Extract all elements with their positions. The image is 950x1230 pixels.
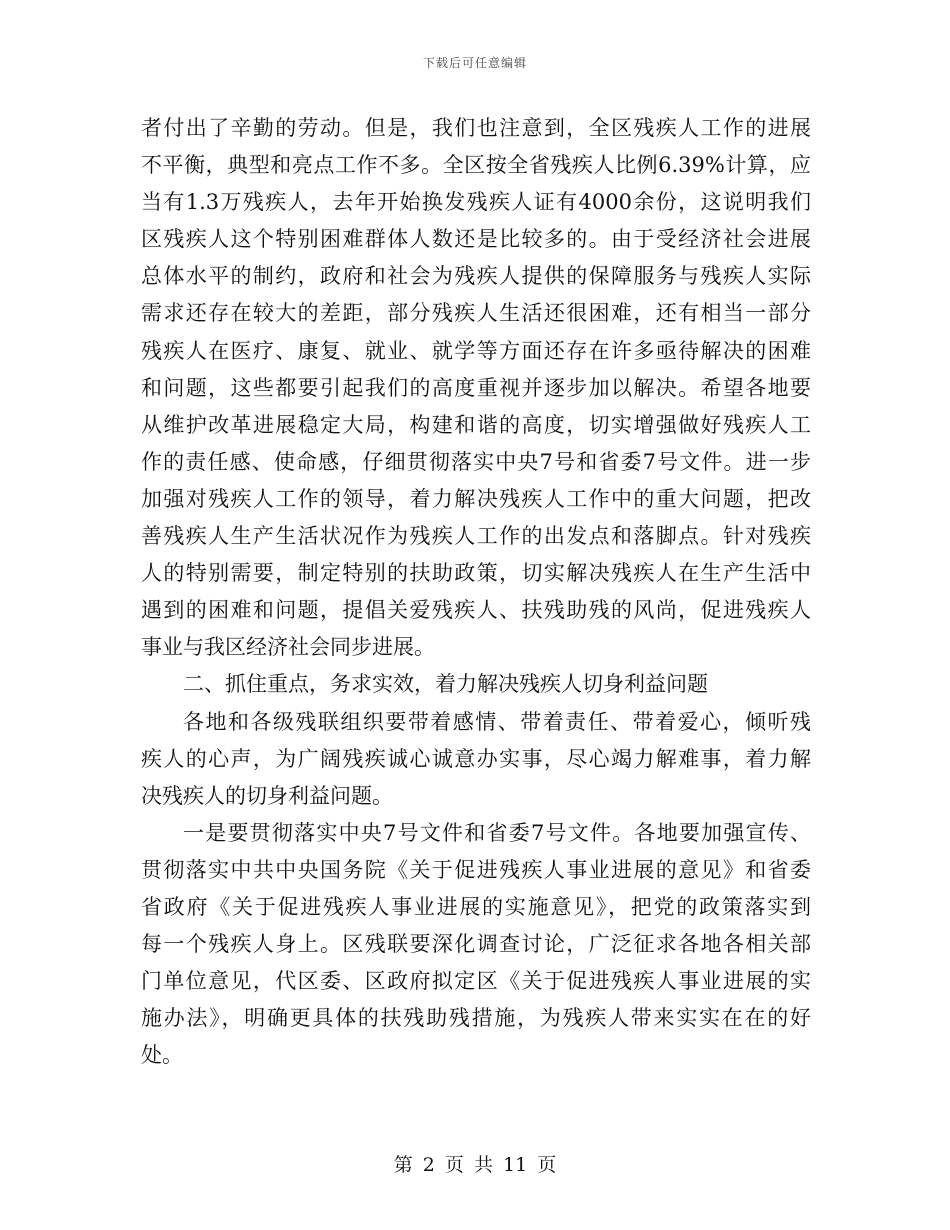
text-line: 加强对残疾人工作的领导，着力解决残疾人工作中的重大问题，把改 <box>141 486 811 511</box>
text-line: 决残疾人的切身利益问题。 <box>141 783 393 808</box>
text-line: 门单位意见，代区委、区政府拟定区《关于促进残疾人事业进展的实 <box>141 969 811 994</box>
text-line: 一是要贯彻落实中央7号文件和省委7号文件。各地要加强宣传、 <box>183 820 811 845</box>
text-line: 事业与我区经济社会同步进展。 <box>141 635 435 660</box>
text-line: 需求还存在较大的差距，部分残疾人生活还很困难，还有相当一部分 <box>141 301 811 326</box>
text-line: 处。 <box>141 1043 183 1068</box>
text-line: 贯彻落实中共中央国务院《关于促进残疾人事业进展的意见》和省委 <box>141 857 811 882</box>
text-line: 区残疾人这个特别困难群体人数还是比较多的。由于受经济社会进展 <box>141 227 811 252</box>
text-line: 总体水平的制约，政府和社会为残疾人提供的保障服务与残疾人实际 <box>141 264 811 289</box>
text-line: 善残疾人生产生活状况作为残疾人工作的出发点和落脚点。针对残疾 <box>141 524 811 549</box>
text-line: 残疾人在医疗、康复、就业、就学等方面还存在许多亟待解决的困难 <box>141 338 811 363</box>
text-line: 不平衡，典型和亮点工作不多。全区按全省残疾人比例6.39%计算，应 <box>141 153 811 178</box>
text-line: 作的责任感、使命感，仔细贯彻落实中央7号和省委7号文件。进一步 <box>141 449 811 474</box>
text-line: 每一个残疾人身上。区残联要深化调查讨论，广泛征求各地各相关部 <box>141 932 811 957</box>
text-line: 疾人的心声，为广阔残疾诚心诚意办实事，尽心竭力解难事，着力解 <box>141 746 811 771</box>
text-line: 省政府《关于促进残疾人事业进展的实施意见》，把党的政策落实到 <box>141 894 811 919</box>
page-header-note: 下载后可任意编辑 <box>422 56 527 70</box>
page-number-footer: 第 2 页 共 11 页 <box>393 1154 557 1176</box>
section-heading: 二、抓住重点，务求实效，着力解决残疾人切身利益问题 <box>183 672 708 697</box>
text-line: 各地和各级残联组织要带着感情、带着责任、带着爱心，倾听残 <box>183 709 811 734</box>
document-body <box>141 110 811 1074</box>
text-line: 和问题，这些都要引起我们的高度重视并逐步加以解决。希望各地要 <box>141 375 811 400</box>
text-line: 施办法》，明确更具体的扶残助残措施，为残疾人带来实实在在的好 <box>141 1006 811 1031</box>
text-line: 当有1.3万残疾人，去年开始换发残疾人证有4000余份，这说明我们 <box>141 190 811 215</box>
text-line: 遇到的困难和问题，提倡关爱残疾人、扶残助残的风尚，促进残疾人 <box>141 598 811 623</box>
text-line: 人的特别需要，制定特别的扶助政策，切实解决残疾人在生产生活中 <box>141 561 811 586</box>
text-line: 从维护改革进展稳定大局，构建和谐的高度，切实增强做好残疾人工 <box>141 412 811 437</box>
text-line: 者付出了辛勤的劳动。但是，我们也注意到，全区残疾人工作的进展 <box>141 116 811 140</box>
